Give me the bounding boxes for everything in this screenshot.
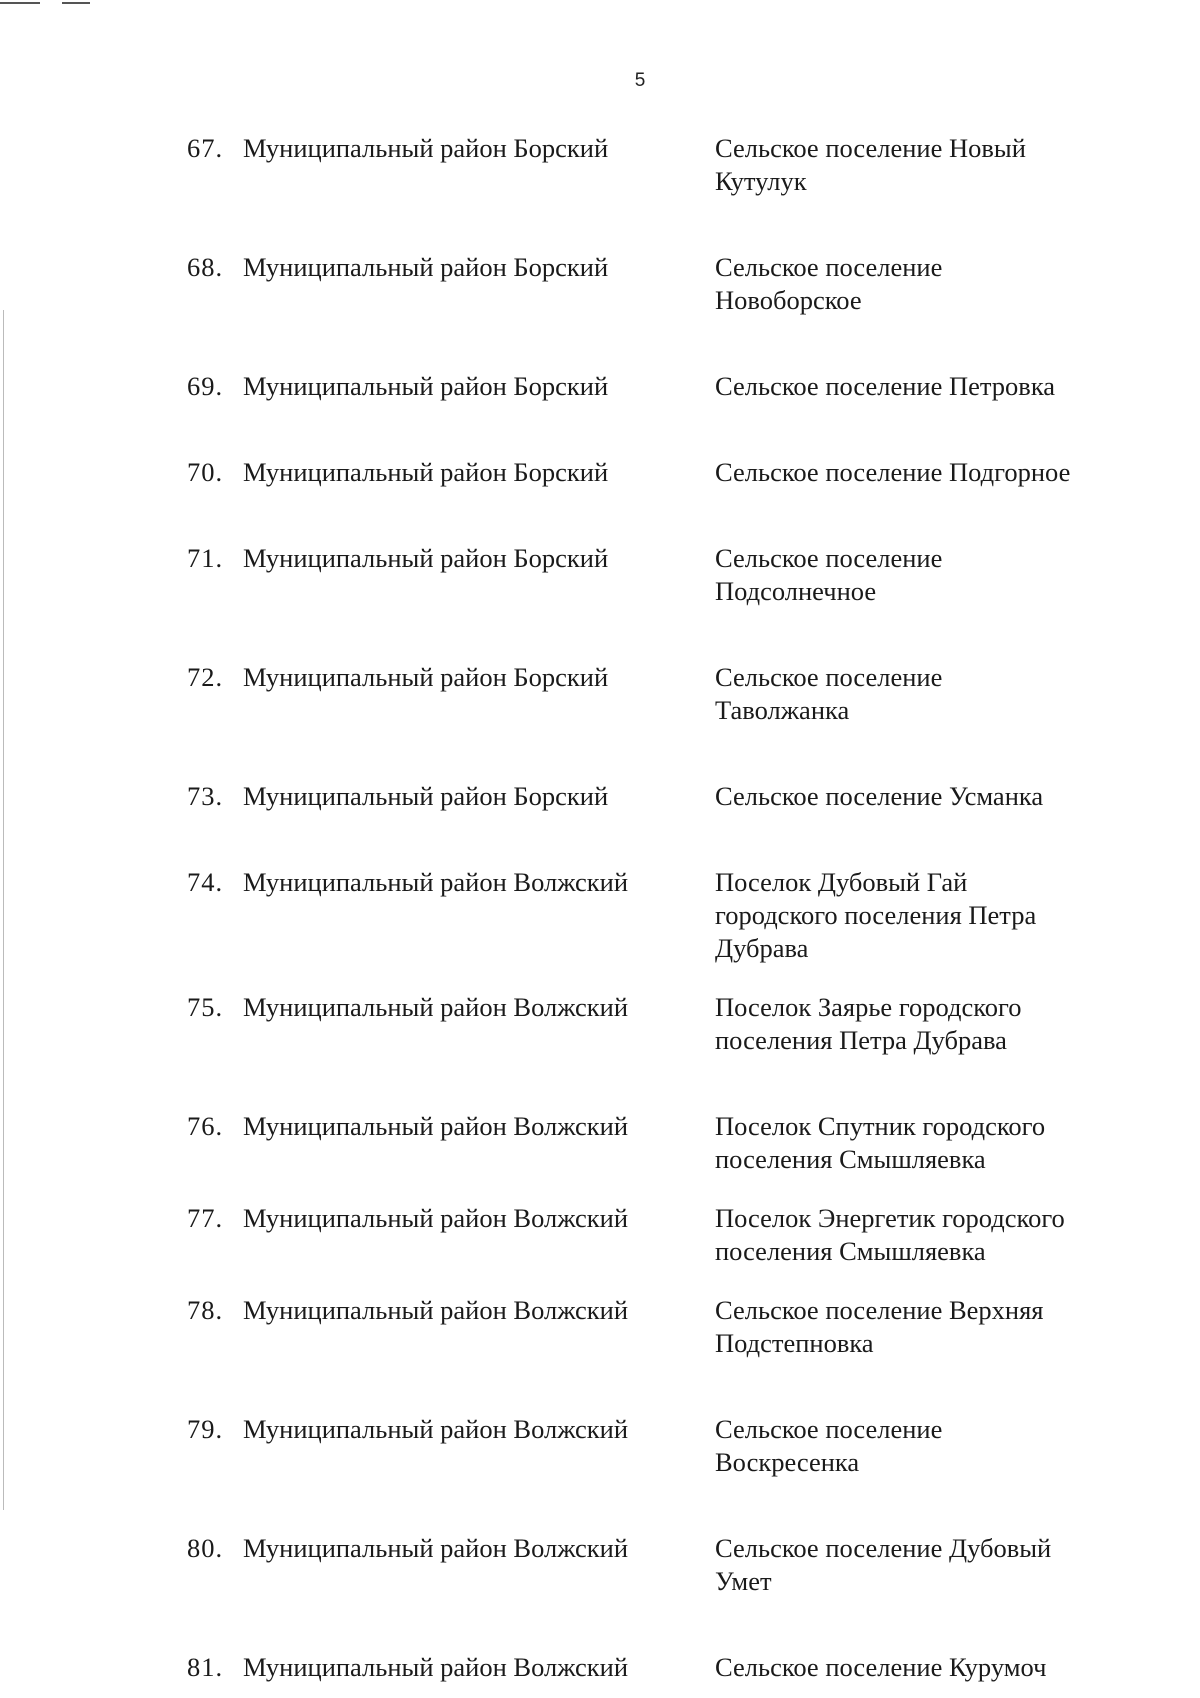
entry-settlement: Сельское поселение Верхняя Подстепновка (715, 1295, 1044, 1358)
entry-settlement: Сельское поселение Таволжанка (715, 662, 943, 725)
settlement-list (0, 132, 1200, 1698)
entry-settlement: Поселок Энергетик городского поселения Смышляевка (715, 1203, 1065, 1266)
entry-settlement: Сельское поселение Подгорное (715, 457, 1071, 487)
entry-district: Муниципальный район Борский (243, 662, 609, 692)
entry-number: 69. (187, 371, 224, 401)
entry-district: Муниципальный район Волжский (243, 1414, 629, 1444)
entry-district: Муниципальный район Борский (243, 252, 609, 282)
entry-settlement: Сельское поселение Усманка (715, 781, 1044, 811)
entry-district: Муниципальный район Борский (243, 457, 609, 487)
scan-artifact-line (62, 2, 90, 4)
entry-number: 76. (187, 1111, 224, 1141)
list-item (0, 370, 1200, 403)
entry-number: 75. (187, 992, 224, 1022)
list-item (0, 866, 1200, 965)
entry-number: 79. (187, 1414, 224, 1444)
entry-district: Муниципальный район Волжский (243, 1295, 629, 1325)
entry-settlement: Поселок Заярье городского поселения Петра Дубрава (715, 992, 1022, 1055)
entry-district: Муниципальный район Борский (243, 133, 609, 163)
entry-settlement: Сельское поселение Дубовый Умет (715, 1533, 1052, 1596)
list-item (0, 1532, 1200, 1598)
entry-district: Муниципальный район Борский (243, 543, 609, 573)
list-item (0, 1110, 1200, 1176)
entry-number: 67. (187, 133, 224, 163)
entry-number: 81. (187, 1652, 224, 1682)
list-item (0, 780, 1200, 813)
entry-number: 70. (187, 457, 224, 487)
list-item (0, 1651, 1200, 1684)
entry-settlement: Сельское поселение Новый Кутулук (715, 133, 1026, 196)
entry-district: Муниципальный район Борский (243, 371, 609, 401)
list-item (0, 132, 1200, 198)
page-number: 5 (634, 70, 646, 91)
scan-artifact-line (0, 2, 40, 4)
entry-number: 80. (187, 1533, 224, 1563)
entry-number: 68. (187, 252, 224, 282)
list-item (0, 251, 1200, 317)
list-item (0, 542, 1200, 608)
list-item (0, 991, 1200, 1057)
entry-district: Муниципальный район Волжский (243, 1652, 629, 1682)
entry-district: Муниципальный район Борский (243, 781, 609, 811)
entry-number: 77. (187, 1203, 224, 1233)
list-item (0, 661, 1200, 727)
entry-settlement: Сельское поселение Подсолнечное (715, 543, 943, 606)
entry-settlement: Сельское поселение Петровка (715, 371, 1056, 401)
entry-settlement: Сельское поселение Воскресенка (715, 1414, 943, 1477)
entry-settlement: Поселок Спутник городского поселения Смышляевка (715, 1111, 1046, 1174)
entry-number: 72. (187, 662, 224, 692)
list-item (0, 456, 1200, 489)
entry-district: Муниципальный район Волжский (243, 1111, 629, 1141)
entry-settlement: Поселок Дубовый Гай городского поселения Петра Дубрава (715, 867, 1037, 963)
entry-district: Муниципальный район Волжский (243, 992, 629, 1022)
entry-settlement: Сельское поселение Курумоч (715, 1652, 1047, 1682)
entry-district: Муниципальный район Волжский (243, 1533, 629, 1563)
list-item (0, 1413, 1200, 1479)
entry-district: Муниципальный район Волжский (243, 1203, 629, 1233)
entry-number: 71. (187, 543, 224, 573)
entry-district: Муниципальный район Волжский (243, 867, 629, 897)
entry-number: 73. (187, 781, 224, 811)
entry-settlement: Сельское поселение Новоборское (715, 252, 943, 315)
list-item (0, 1202, 1200, 1268)
entry-number: 78. (187, 1295, 224, 1325)
entry-number: 74. (187, 867, 224, 897)
list-item (0, 1294, 1200, 1360)
